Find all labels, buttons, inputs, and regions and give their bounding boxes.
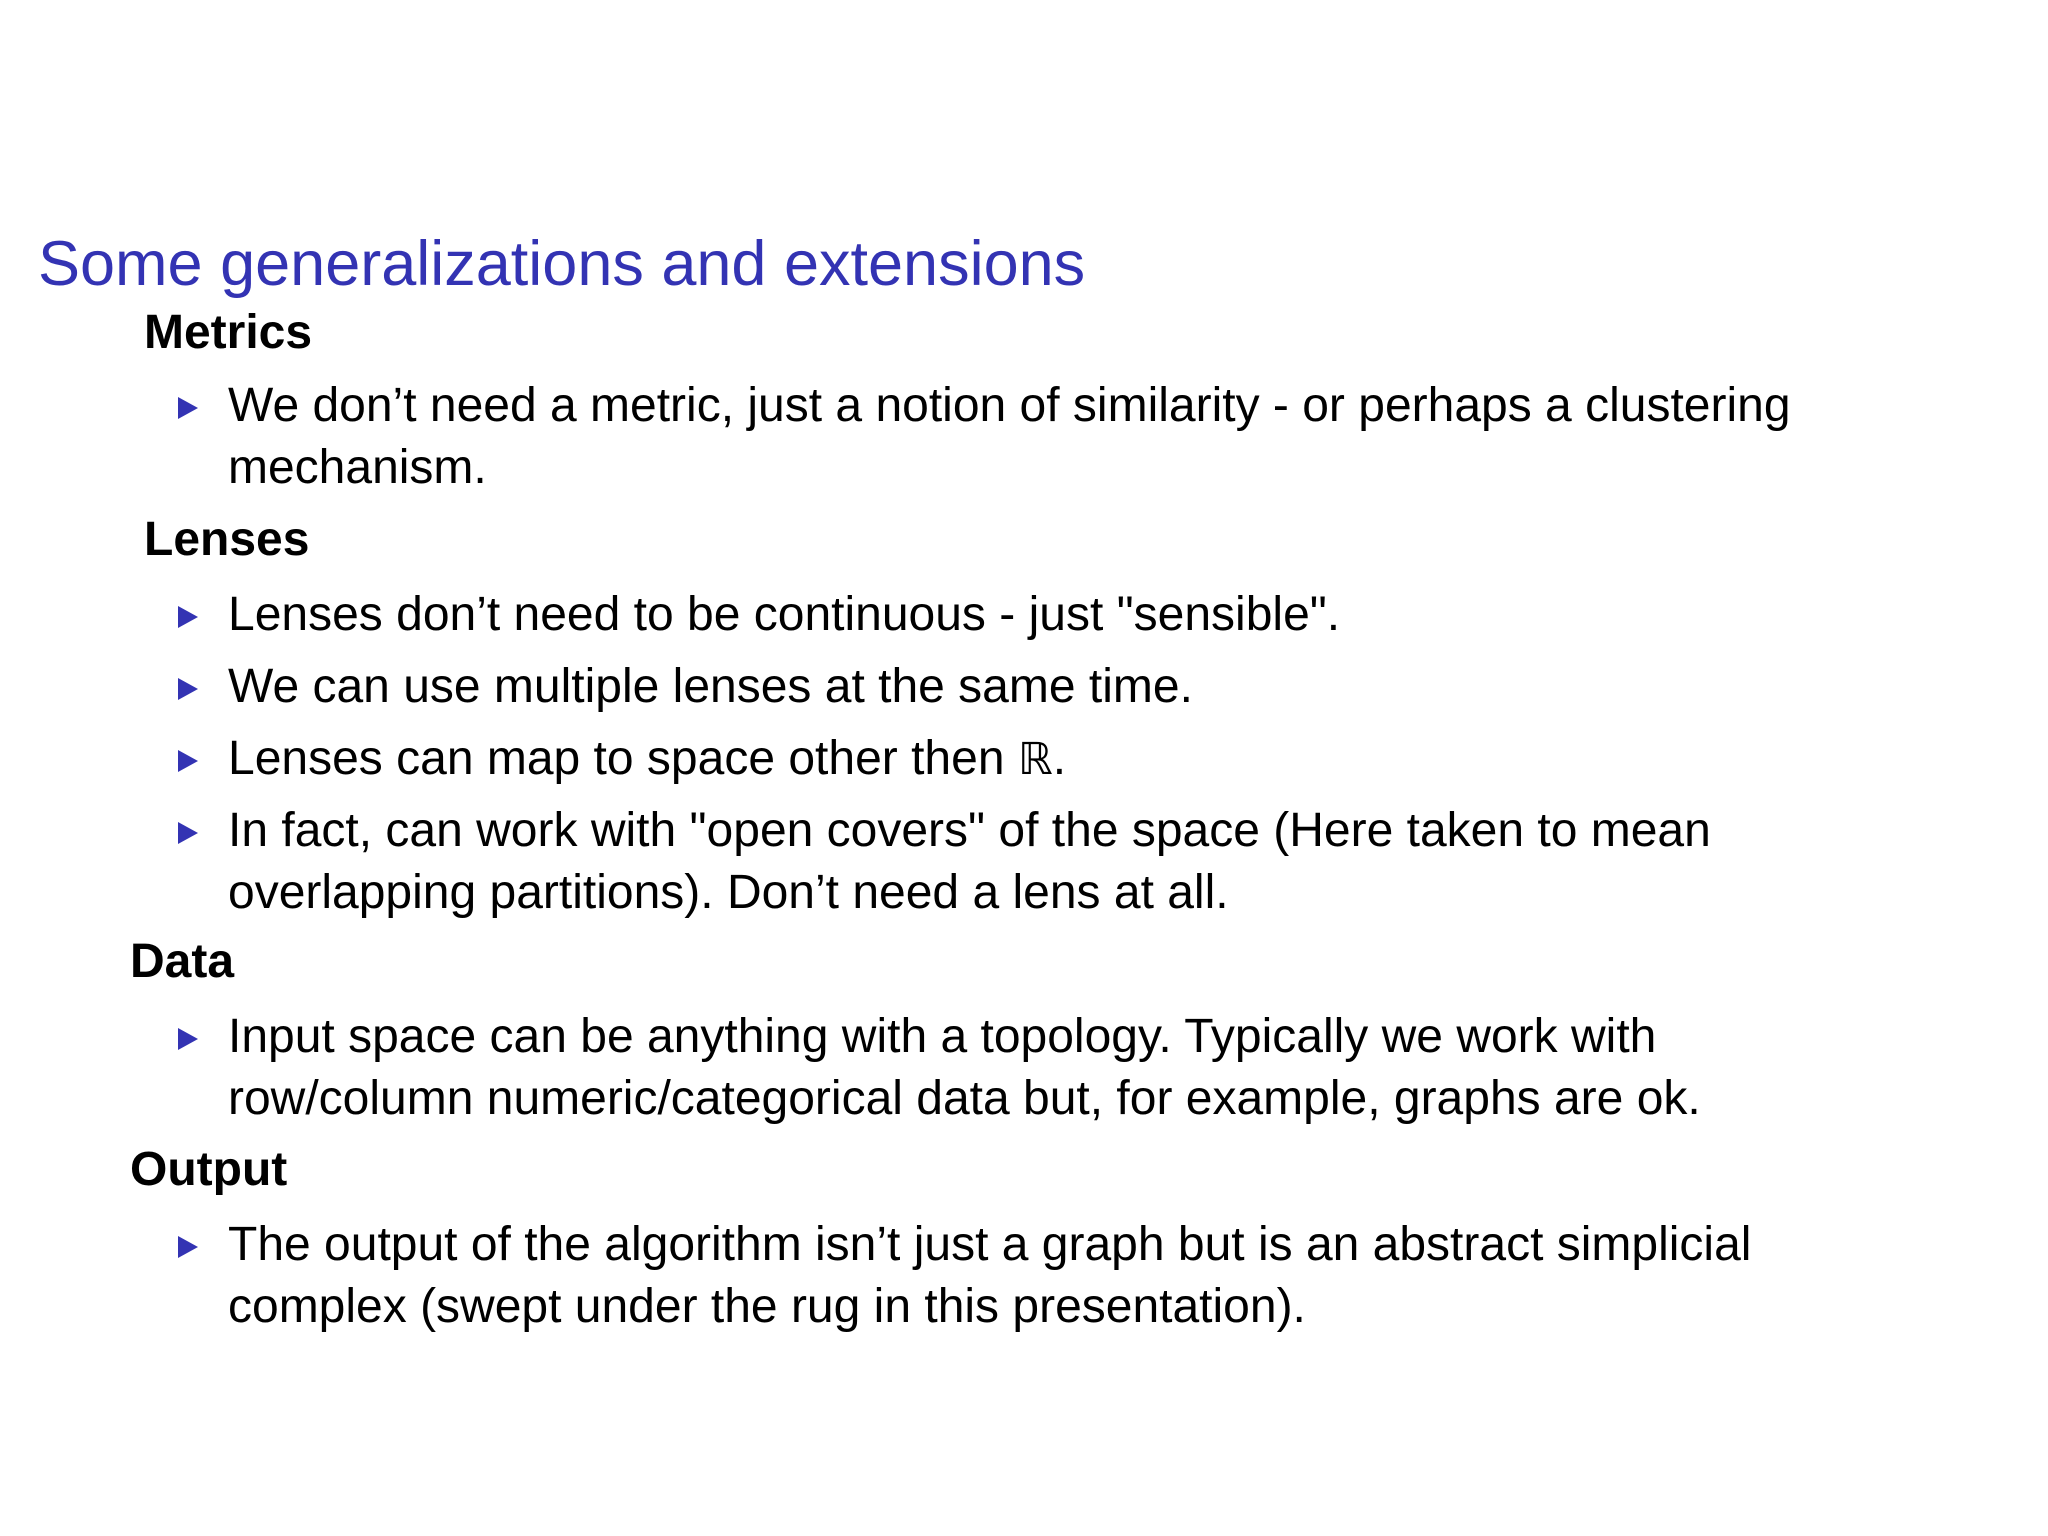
bullet-triangle-icon [178,678,198,700]
bullet-text [228,656,1858,718]
bullet-triangle-icon [178,1028,198,1050]
bullet-text [228,584,1858,646]
bullet-text [228,375,1858,499]
bullet-line-start: Lenses can map to space other then [228,732,1018,785]
bullet-line: Input space can be anything with a topology. Typically we work with [228,1010,1657,1063]
bullet-triangle-icon [178,1236,198,1258]
section-heading-metrics: Metrics [144,306,313,359]
bullet-line-end: . [1052,732,1067,785]
bullet-line: We can use multiple lenses at the same time. [228,660,1193,713]
bullet-line: In fact, can work with "open covers" of the space (Here taken to mean [228,804,1711,857]
bullet-line: overlapping partitions). Don’t need a lens at all. [228,866,1229,919]
real-numbers-symbol: ℝ [1017,734,1053,785]
bullet-line: We don’t need a metric, just a notion of similarity - or perhaps a clustering [228,379,1791,432]
bullet-triangle-icon [178,397,198,419]
bullet-text [228,1006,1858,1130]
slide-title: Some generalizations and extensions [38,229,1086,299]
bullet-text [228,728,1858,791]
bullet-line: row/column numeric/categorical data but, for example, graphs are ok. [228,1072,1701,1125]
section-heading-lenses: Lenses [144,513,310,566]
bullet-line: mechanism. [228,441,487,494]
section-heading-output: Output [130,1143,288,1196]
bullet-text [228,1214,1858,1338]
bullet-line: The output of the algorithm isn’t just a graph but is an abstract simplicial [228,1218,1752,1271]
bullet-triangle-icon [178,822,198,844]
bullet-triangle-icon [178,750,198,772]
bullet-text [228,800,1858,924]
bullet-line: complex (swept under the rug in this presentation). [228,1280,1306,1333]
section-heading-data: Data [130,935,235,988]
bullet-triangle-icon [178,606,198,628]
bullet-line: Lenses don’t need to be continuous - just "sensible". [228,588,1341,641]
